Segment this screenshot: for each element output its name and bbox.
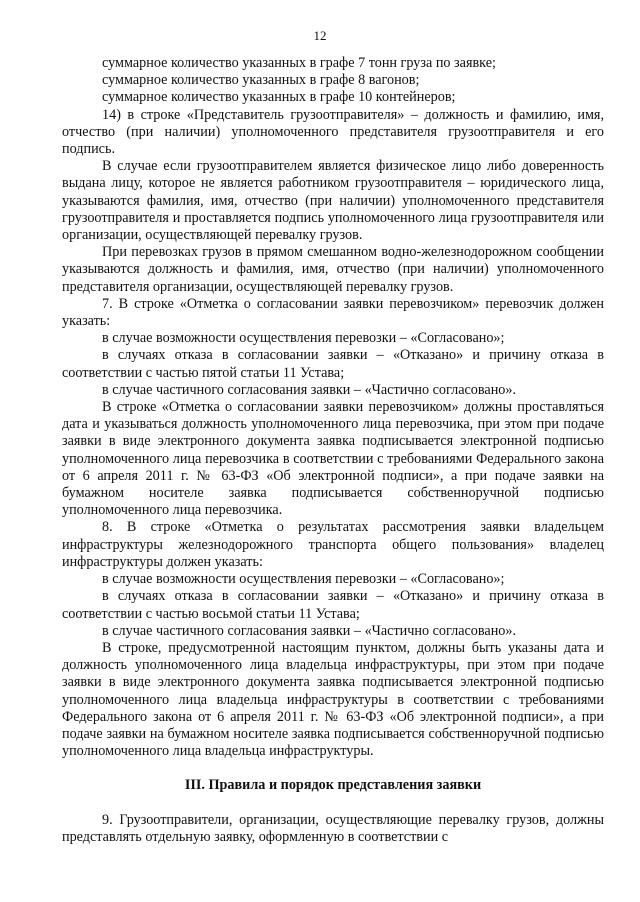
paragraph-item-9: 9. Грузоотправители, организации, осуществляющие перевалку грузов, должны представлять отдельную заявку, оформленную в соответствии с	[62, 811, 604, 845]
paragraph-carrier-approved: в случае возможности осуществления перевозки – «Согласовано»;	[102, 330, 505, 347]
page-number: 12	[313, 28, 327, 43]
paragraph-total-tons: суммарное количество указанных в графе 7 тонн груза по заявке;	[102, 55, 496, 71]
document-body	[62, 55, 604, 846]
paragraph-infrastructure-refused: в случаях отказа в согласовании заявки – «Отказано» и причину отказа в соответствии с частью восьмой статьи 11 Устава;	[62, 588, 604, 622]
paragraph-item-7: 7. В строке «Отметка о согласовании заявки перевозчиком» перевозчик должен указать:	[62, 295, 604, 330]
paragraph-individual-shipper: В случае если грузоотправителем является физическое лицо либо доверенность выдана лицу, которое не является работником грузоотправителя – юридического лица, указываются фамилия, имя, отчество (при наличии) уполномоченного представителя грузоотправителя и проставляется подпись уполномоченного лица грузоотправителя или организации, осуществляющей перевалку грузов.	[62, 158, 604, 244]
paragraph-item-14: 14) в строке «Представитель грузоотправителя» – должность и фамилию, имя, отчество (при наличии) уполномоченного представителя грузоотправителя и его подпись.	[62, 106, 604, 158]
paragraph-infrastructure-partial: в случае частичного согласования заявки – «Частично согласовано».	[102, 622, 517, 639]
paragraph-mixed-transport: При перевозках грузов в прямом смешанном водно-железнодорожном сообщении указываются должность и фамилия, имя, отчество (при наличии) уполномоченного представителя организации, осуществляющей перевалку грузов.	[62, 244, 604, 295]
paragraph-infrastructure-signature: В строке, предусмотренной настоящим пунктом, должны быть указаны дата и должность уполномоченного лица владельца инфраструктуры, при этом при подаче заявки в виде электронного документа заявка подписывается электронной подписью уполномоченного лица владельца инфраструктуры в соответствии с требованиями Федерального закона от 6 апреля 2011 г. № 63-ФЗ «Об электронной подписи», а при подаче заявки на бумажном носителе заявка подписывается собственноручной подписью уполномоченного лица владельца инфраструктуры.	[62, 639, 604, 760]
paragraph-carrier-refused: в случаях отказа в согласовании заявки – «Отказано» и причину отказа в соответствии с частью пятой статьи 11 Устава;	[62, 347, 604, 381]
section-heading: III. Правила и порядок представления заявки	[184, 777, 482, 794]
paragraph-total-containers: суммарное количество указанных в графе 10 контейнеров;	[102, 89, 456, 106]
paragraph-total-wagons: суммарное количество указанных в графе 8 вагонов;	[102, 72, 420, 89]
paragraph-infrastructure-approved: в случае возможности осуществления перевозки – «Согласовано»;	[102, 571, 505, 588]
paragraph-carrier-signature: В строке «Отметка о согласовании заявки перевозчиком» должны проставляться дата и указываться должность уполномоченного лица перевозчика, при этом при подаче заявки в виде электронного документа заявка подписывается электронной подписью уполномоченного лица перевозчика в соответствии с требованиями Федерального закона от 6 апреля 2011 г. № 63-ФЗ «Об электронной подписи», а при подаче заявки на бумажном носителе заявка подписывается собственноручной подписью уполномоченного лица перевозчика.	[62, 399, 604, 519]
paragraph-carrier-partial: в случае частичного согласования заявки – «Частично согласовано».	[102, 381, 517, 398]
paragraph-item-8: 8. В строке «Отметка о результатах рассмотрения заявки владельцем инфраструктуры железнодорожного транспорта общего пользования» владелец инфраструктуры должен указать:	[62, 519, 604, 570]
